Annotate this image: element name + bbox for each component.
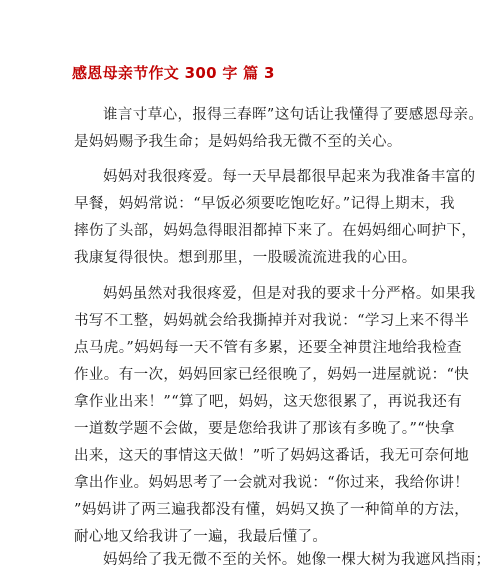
paragraph-3-line-7: 出来，这天的事情这天做！”听了妈妈这番话，我无可奈何地 [74,448,470,464]
paragraph-2-line-4: 我康复得很快。想到那里，一股暖流流进我的心田。 [74,250,417,266]
paragraph-3-line-6: 一道数学题不会做，要是您给我讲了那该有多晚了。”“快拿 [74,421,455,437]
paragraph-3-line-1: 妈妈虽然对我很疼爱，但是对我的要求十分严格。如果我 [103,286,476,302]
paragraph-3-line-5: 拿作业出来！”“算了吧，妈妈，这天您很累了，再说我还有 [74,394,463,410]
paragraph-3-line-2: 书写不工整，妈妈就会给我撕掉并对我说：“学习上来不得半 [74,313,470,329]
document-title: 感恩母亲节作文 300 字 篇 3 [72,64,275,82]
paragraph-3-line-4: 作业。有一次，妈妈回家已经很晚了，妈妈一进屋就说：“快 [74,367,470,383]
paragraph-1-line-1: 谁言寸草心，报得三春晖”这句话让我懂得了要感恩母亲。 [103,107,484,123]
paragraph-2-line-1: 妈妈对我很疼爱。每一天早晨都很早起来为我准备丰富的 [103,169,476,185]
paragraph-3-line-8: 拿出作业。妈妈思考了一会就对我说：“你过来，我给你讲！ [74,475,470,491]
paragraph-3-line-9: ”妈妈讲了两三遍我都没有懂，妈妈又换了一种简单的方法， [74,502,470,518]
paragraph-4-line-1: 妈妈给了我无微不至的关怀。她像一棵大树为我遮风挡雨； [103,552,491,566]
paragraph-2-line-3: 摔伤了头部，妈妈急得眼泪都掉下来了。在妈妈细心呵护下， [74,223,477,239]
paragraph-3-line-3: 点马虎。”妈妈每一天不管有多累，还要全神贯注地给我检查 [74,340,462,356]
paragraph-3-line-10: 耐心地又给我讲了一遍，我最后懂了。 [74,529,328,545]
paragraph-1-line-2: 是妈妈赐予我生命；是妈妈给我无微不至的关心。 [74,134,402,150]
paragraph-2-line-2: 早餐，妈妈常说：“早饭必须要吃饱吃好。”记得上期末，我 [74,196,455,212]
